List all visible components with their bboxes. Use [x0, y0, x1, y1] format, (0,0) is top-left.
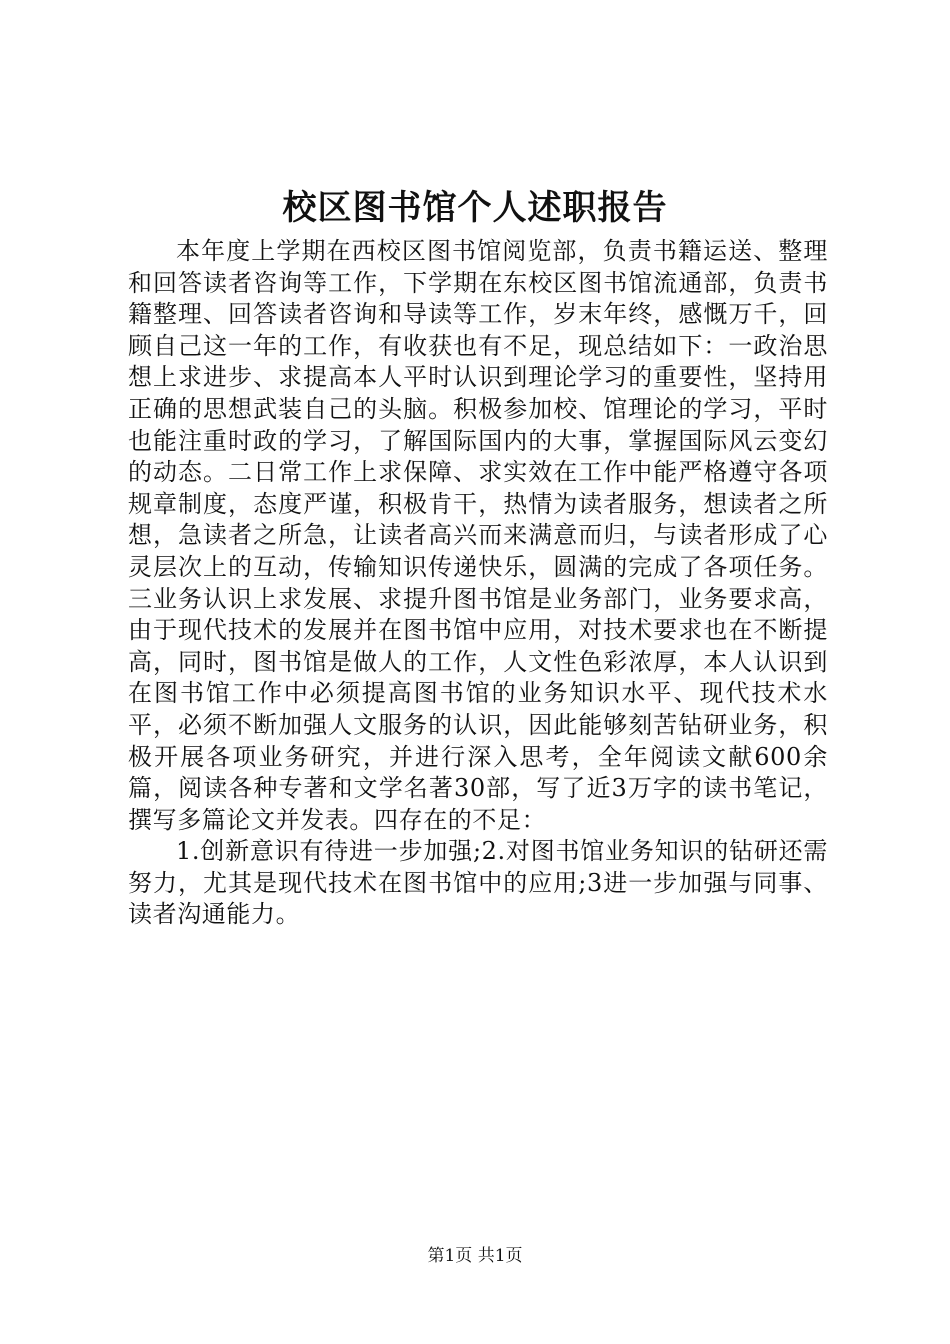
document-body	[128, 236, 828, 931]
paragraph-shortcomings: 1.创新意识有待进一步加强;2.对图书馆业务知识的钻研还需努力，尤其是现代技术在图书馆中的应用;3进一步加强与同事、读者沟通能力。	[128, 837, 828, 929]
paragraph-summary: 本年度上学期在西校区图书馆阅览部，负责书籍运送、整理和回答读者咨询等工作，下学期在东校区图书馆流通部，负责书籍整理、回答读者咨询和导读等工作，岁末年终，感慨万千，回顾自己这一年的工作，有收获也有不足，现总结如下：一政治思想上求进步、求提高本人平时认识到理论学习的重要性，坚持用正确的思想武装自己的头脑。积极参加校、馆理论的学习，平时也能注重时政的学习，了解国际国内的大事，掌握国际风云变幻的动态。二日常工作上求保障、求实效在工作中能严格遵守各项规章制度，态度严谨，积极肯干，热情为读者服务，想读者之所想，急读者之所急，让读者高兴而来满意而归，与读者形成了心灵层次上的互动，传输知识传递快乐，圆满的完成了各项任务。三业务认识上求发展、求提升图书馆是业务部门，业务要求高，由于现代技术的发展并在图书馆中应用，对技术要求也在不断提高，同时，图书馆是做人的工作，人文性色彩浓厚，本人认识到在图书馆工作中必须提高图书馆的业务知识水平、现代技术水平，必须不断加强人文服务的认识，因此能够刻苦钻研业务，积极开展各项业务研究，并进行深入思考，全年阅读文献600余篇，阅读各种专著和文学名著30部，写了近3万字的读书笔记，撰写多篇论文并发表。四存在的不足：	[128, 237, 828, 834]
document-title: 校区图书馆个人述职报告	[282, 188, 668, 228]
page-number-footer: 第1页 共1页	[427, 1246, 523, 1266]
